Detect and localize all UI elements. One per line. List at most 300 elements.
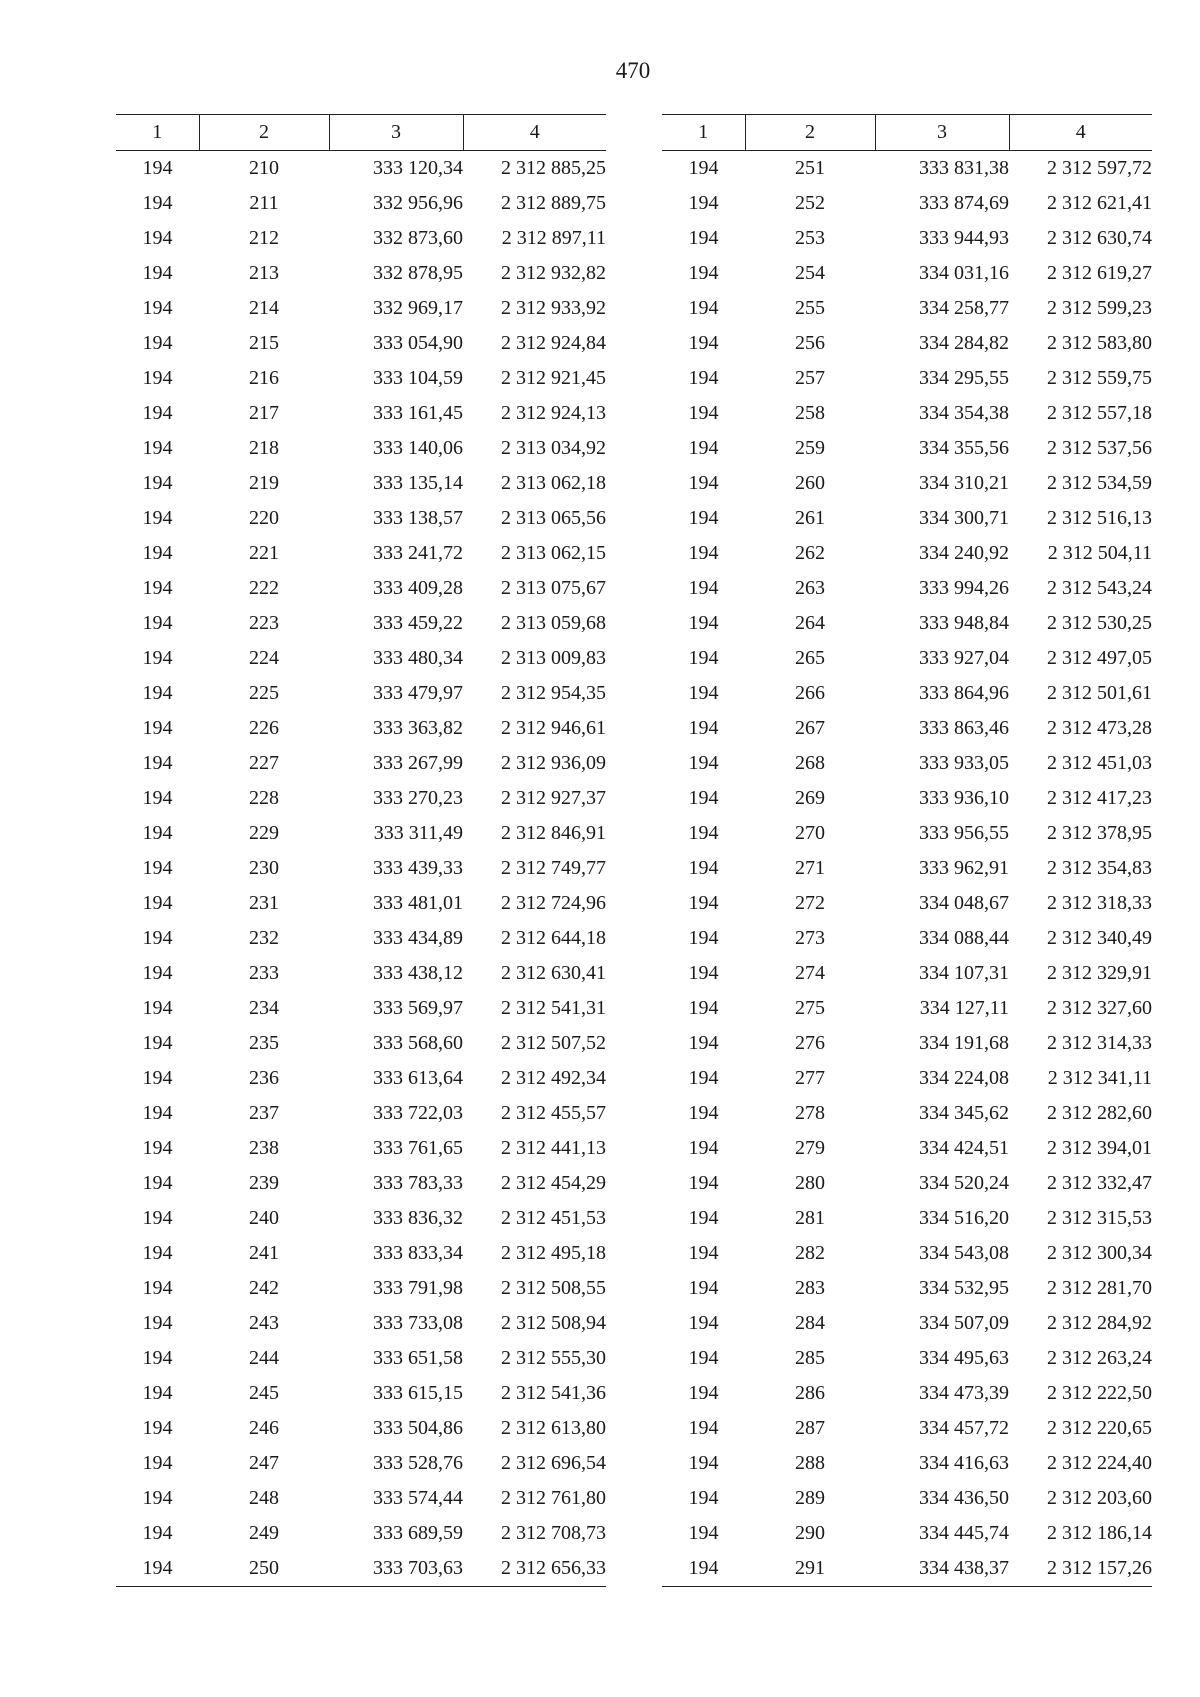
column-header-2: 2: [199, 115, 329, 151]
table-cell: 333 270,23: [373, 787, 463, 809]
table-row: [116, 1376, 606, 1411]
table-cell: 258: [795, 402, 825, 424]
table-row: [662, 1271, 1152, 1306]
table-cell: 194: [142, 262, 173, 284]
table-cell: 2 312 504,11: [1047, 542, 1152, 564]
table-cell: 334 436,50: [919, 1487, 1009, 1509]
table-cell: 333 528,76: [373, 1452, 463, 1474]
table-cell: 194: [688, 1032, 719, 1054]
table-row: [662, 396, 1152, 431]
column-header-1: 1: [116, 115, 199, 151]
table-cell: 194: [688, 1382, 719, 1404]
column-header-2: 2: [745, 115, 875, 151]
table-cell: 334 345,62: [919, 1102, 1009, 1124]
table-cell: 194: [688, 787, 719, 809]
table-cell: 333 438,12: [373, 962, 463, 984]
table-cell: 2 312 644,18: [501, 927, 606, 949]
table-cell: 248: [249, 1487, 279, 1509]
table-cell: 2 312 281,70: [1047, 1277, 1152, 1299]
table-cell: 194: [142, 647, 173, 669]
table-cell: 240: [249, 1207, 279, 1229]
table-cell: 333 459,22: [373, 612, 463, 634]
table-cell: 333 613,64: [373, 1067, 463, 1089]
table-cell: 2 312 619,27: [1047, 262, 1152, 284]
table-cell: 252: [795, 192, 825, 214]
table-row: [662, 431, 1152, 466]
table-row: [116, 326, 606, 361]
table-cell: 332 873,60: [373, 227, 463, 249]
table-cell: 333 161,45: [373, 402, 463, 424]
table-cell: 333 833,34: [373, 1242, 463, 1264]
table-cell: 2 312 933,92: [501, 297, 606, 319]
table-cell: 333 944,93: [919, 227, 1009, 249]
table-cell: 334 088,44: [919, 927, 1009, 949]
table-cell: 194: [688, 927, 719, 949]
table-row: [662, 1096, 1152, 1131]
table-cell: 280: [795, 1172, 825, 1194]
table-cell: 2 312 921,45: [501, 367, 606, 389]
table-cell: 194: [142, 997, 173, 1019]
table-row: [662, 711, 1152, 746]
table-row: [116, 851, 606, 886]
table-cell: 334 310,21: [919, 472, 1009, 494]
table-cell: 220: [249, 507, 279, 529]
table-row: [116, 1446, 606, 1481]
table-cell: 2 312 497,05: [1047, 647, 1152, 669]
table-cell: 194: [142, 612, 173, 634]
table-cell: 2 312 559,75: [1047, 367, 1152, 389]
table-cell: 2 312 557,18: [1047, 402, 1152, 424]
table-cell: 2 312 284,92: [1047, 1312, 1152, 1334]
table-cell: 268: [795, 752, 825, 774]
table-cell: 2 313 034,92: [501, 437, 606, 459]
table-cell: 277: [795, 1067, 825, 1089]
table-cell: 333 104,59: [373, 367, 463, 389]
table-cell: 194: [688, 892, 719, 914]
table-cell: 2 312 341,11: [1047, 1067, 1152, 1089]
table-cell: 334 240,92: [919, 542, 1009, 564]
table-cell: 333 434,89: [373, 927, 463, 949]
table-cell: 194: [688, 542, 719, 564]
table-row: [116, 396, 606, 431]
table-row: [662, 571, 1152, 606]
table-cell: 333 481,01: [373, 892, 463, 914]
table-row: [662, 641, 1152, 676]
table-cell: 194: [688, 472, 719, 494]
table-cell: 255: [795, 297, 825, 319]
table-cell: 194: [116, 1551, 199, 1587]
table-cell: 276: [795, 1032, 825, 1054]
table-cell: 273: [795, 927, 825, 949]
table-row: [116, 1516, 606, 1551]
table-cell: 2 312 924,13: [501, 402, 606, 424]
table-cell: 333 140,06: [373, 437, 463, 459]
table-row: [116, 1026, 606, 1061]
table-cell: 2 312 541,31: [501, 997, 606, 1019]
table-cell: 2 312 897,11: [501, 227, 606, 249]
table-cell: 334 532,95: [919, 1277, 1009, 1299]
table-row: [662, 606, 1152, 641]
table-cell: 333 241,72: [373, 542, 463, 564]
table-cell: 279: [795, 1137, 825, 1159]
table-cell: 194: [688, 822, 719, 844]
table-cell: 2 312 613,80: [501, 1417, 606, 1439]
table-cell: 2 312 927,37: [501, 787, 606, 809]
table-header-row: [662, 115, 1152, 151]
table-cell: 2 312 157,26: [1009, 1551, 1152, 1587]
table-cell: 194: [688, 1522, 719, 1544]
table-cell: 194: [142, 1347, 173, 1369]
table-cell: 2 312 314,33: [1047, 1032, 1152, 1054]
table-cell: 194: [688, 297, 719, 319]
table-cell: 333 831,38: [919, 157, 1009, 179]
table-cell: 194: [142, 682, 173, 704]
table-cell: 333 479,97: [373, 682, 463, 704]
table-cell: 194: [688, 1172, 719, 1194]
table-cell: 2 312 332,47: [1047, 1172, 1152, 1194]
table-cell: 333 135,14: [373, 472, 463, 494]
table-cell: 222: [249, 577, 279, 599]
table-cell: 245: [249, 1382, 279, 1404]
table-cell: 194: [142, 1382, 173, 1404]
table-cell: 2 312 543,24: [1047, 577, 1152, 599]
table-cell: 194: [688, 1312, 719, 1334]
table-cell: 269: [795, 787, 825, 809]
table-cell: 334 224,08: [919, 1067, 1009, 1089]
table-cell: 333 761,65: [373, 1137, 463, 1159]
table-row: [116, 186, 606, 221]
table-row: [116, 466, 606, 501]
table-cell: 2 312 630,41: [501, 962, 606, 984]
table-cell: 243: [249, 1312, 279, 1334]
table-cell: 333 120,34: [373, 157, 463, 179]
table-cell: 334 495,63: [919, 1347, 1009, 1369]
table-cell: 2 312 889,75: [501, 192, 606, 214]
table-row: [662, 501, 1152, 536]
table-row: [116, 676, 606, 711]
table-cell: 194: [688, 1102, 719, 1124]
table-cell: 333 409,28: [373, 577, 463, 599]
table-cell: 2 312 708,73: [501, 1522, 606, 1544]
table-cell: 2 312 222,50: [1047, 1382, 1152, 1404]
table-row: [662, 676, 1152, 711]
table-cell: 2 313 059,68: [501, 612, 606, 634]
table-cell: 334 284,82: [919, 332, 1009, 354]
table-cell: 333 863,46: [919, 717, 1009, 739]
table-cell: 194: [142, 752, 173, 774]
table-cell: 2 312 224,40: [1047, 1452, 1152, 1474]
table-cell: 271: [795, 857, 825, 879]
table-cell: 227: [249, 752, 279, 774]
table-cell: 246: [249, 1417, 279, 1439]
table-row: [116, 1166, 606, 1201]
table-row: [662, 1446, 1152, 1481]
table-cell: 333 791,98: [373, 1277, 463, 1299]
table-cell: 2 313 075,67: [501, 577, 606, 599]
table-cell: 333 651,58: [373, 1347, 463, 1369]
table-cell: 235: [249, 1032, 279, 1054]
table-cell: 194: [142, 822, 173, 844]
table-cell: 267: [795, 717, 825, 739]
table-cell: 333 874,69: [919, 192, 1009, 214]
table-row: [662, 1236, 1152, 1271]
table-row: [662, 1306, 1152, 1341]
table-row: [662, 256, 1152, 291]
table-cell: 2 312 696,54: [501, 1452, 606, 1474]
table-row: [116, 781, 606, 816]
table-cell: 334 191,68: [919, 1032, 1009, 1054]
table-cell: 194: [142, 1312, 173, 1334]
table-cell: 333 138,57: [373, 507, 463, 529]
table-cell: 249: [249, 1522, 279, 1544]
table-cell: 194: [142, 1487, 173, 1509]
table-cell: 291: [745, 1551, 875, 1587]
table-cell: 2 312 583,80: [1047, 332, 1152, 354]
table-cell: 250: [199, 1551, 329, 1587]
table-cell: 332 878,95: [373, 262, 463, 284]
table-row: [116, 1201, 606, 1236]
table-cell: 213: [249, 262, 279, 284]
table-cell: 194: [142, 577, 173, 599]
table-cell: 2 312 946,61: [501, 717, 606, 739]
table-cell: 334 457,72: [919, 1417, 1009, 1439]
table-cell: 332 969,17: [373, 297, 463, 319]
table-row: [116, 1271, 606, 1306]
table-row: [116, 151, 606, 187]
table-row: [662, 1516, 1152, 1551]
table-row: [116, 1481, 606, 1516]
table-cell: 285: [795, 1347, 825, 1369]
table-cell: 194: [142, 1242, 173, 1264]
table-cell: 275: [795, 997, 825, 1019]
table-cell: 333 936,10: [919, 787, 1009, 809]
table-row: [662, 851, 1152, 886]
table-cell: 2 312 534,59: [1047, 472, 1152, 494]
column-header-4: 4: [1009, 115, 1152, 151]
table-cell: 194: [688, 1452, 719, 1474]
table-cell: 2 312 537,56: [1047, 437, 1152, 459]
table-row: [116, 606, 606, 641]
table-cell: 2 312 501,61: [1047, 682, 1152, 704]
table-cell: 194: [662, 1551, 745, 1587]
table-cell: 334 445,74: [919, 1522, 1009, 1544]
table-cell: 231: [249, 892, 279, 914]
table-cell: 253: [795, 227, 825, 249]
table-cell: 272: [795, 892, 825, 914]
table-row: [662, 746, 1152, 781]
table-row: [662, 886, 1152, 921]
table-cell: 194: [142, 1102, 173, 1124]
table-row: [662, 816, 1152, 851]
table-cell: 2 312 507,52: [501, 1032, 606, 1054]
table-cell: 333 439,33: [373, 857, 463, 879]
table-cell: 244: [249, 1347, 279, 1369]
table-row: [662, 291, 1152, 326]
table-cell: 2 312 455,57: [501, 1102, 606, 1124]
table-cell: 333 948,84: [919, 612, 1009, 634]
table-cell: 333 703,63: [329, 1551, 463, 1587]
table-cell: 2 312 354,83: [1047, 857, 1152, 879]
table-row: [116, 921, 606, 956]
table-cell: 333 480,34: [373, 647, 463, 669]
table-cell: 228: [249, 787, 279, 809]
table-cell: 194: [688, 962, 719, 984]
table-cell: 2 312 282,60: [1047, 1102, 1152, 1124]
table-cell: 211: [249, 192, 279, 214]
table-cell: 2 312 761,80: [501, 1487, 606, 1509]
table-cell: 334 300,71: [919, 507, 1009, 529]
table-cell: 242: [249, 1277, 279, 1299]
table-cell: 2 312 555,30: [501, 1347, 606, 1369]
table-cell: 194: [142, 787, 173, 809]
table-cell: 256: [795, 332, 825, 354]
table-cell: 2 312 454,29: [501, 1172, 606, 1194]
table-cell: 194: [142, 542, 173, 564]
table-cell: 194: [142, 857, 173, 879]
table-cell: 194: [142, 507, 173, 529]
table-row: [116, 1096, 606, 1131]
column-header-4: 4: [463, 115, 606, 151]
table-cell: 2 312 495,18: [501, 1242, 606, 1264]
table-cell: 194: [142, 157, 173, 179]
table-cell: 2 312 417,23: [1047, 787, 1152, 809]
table-cell: 2 312 451,53: [501, 1207, 606, 1229]
table-cell: 266: [795, 682, 825, 704]
table-cell: 263: [795, 577, 825, 599]
table-cell: 333 927,04: [919, 647, 1009, 669]
column-header-3: 3: [875, 115, 1009, 151]
table-cell: 234: [249, 997, 279, 1019]
table-header-row: [116, 115, 606, 151]
table-cell: 221: [249, 542, 279, 564]
table-cell: 218: [249, 437, 279, 459]
table-cell: 194: [688, 507, 719, 529]
table-cell: 333 836,32: [373, 1207, 463, 1229]
table-cell: 333 783,33: [373, 1172, 463, 1194]
table-cell: 2 312 329,91: [1047, 962, 1152, 984]
table-cell: 270: [795, 822, 825, 844]
table-cell: 2 312 508,94: [501, 1312, 606, 1334]
table-cell: 333 267,99: [373, 752, 463, 774]
table-row: [116, 571, 606, 606]
table-cell: 194: [688, 1417, 719, 1439]
table-cell: 2 312 340,49: [1047, 927, 1152, 949]
table-cell: 194: [688, 1487, 719, 1509]
table-cell: 260: [795, 472, 825, 494]
table-row: [116, 1411, 606, 1446]
table-row: [116, 641, 606, 676]
table-row: [116, 536, 606, 571]
table-cell: 333 933,05: [919, 752, 1009, 774]
table-cell: 219: [249, 472, 279, 494]
table-cell: 2 312 508,55: [501, 1277, 606, 1299]
table-row: [662, 1411, 1152, 1446]
table-cell: 239: [249, 1172, 279, 1194]
table-cell: 194: [142, 1172, 173, 1194]
table-cell: 274: [795, 962, 825, 984]
table-cell: 2 312 621,41: [1047, 192, 1152, 214]
table-cell: 286: [795, 1382, 825, 1404]
table-cell: 194: [688, 367, 719, 389]
table-cell: 333 504,86: [373, 1417, 463, 1439]
table-row: [662, 1166, 1152, 1201]
table-cell: 194: [142, 192, 173, 214]
table-cell: 194: [142, 1522, 173, 1544]
table-cell: 334 258,77: [919, 297, 1009, 319]
table-cell: 334 416,63: [919, 1452, 1009, 1474]
table-cell: 229: [249, 822, 279, 844]
table-cell: 281: [795, 1207, 825, 1229]
table-cell: 333 722,03: [373, 1102, 463, 1124]
table-cell: 278: [795, 1102, 825, 1124]
table-cell: 2 312 749,77: [501, 857, 606, 879]
table-cell: 334 354,38: [919, 402, 1009, 424]
table-row: [662, 781, 1152, 816]
table-row: [662, 361, 1152, 396]
table-cell: 334 520,24: [919, 1172, 1009, 1194]
table-cell: 333 569,97: [373, 997, 463, 1019]
table-row: [662, 151, 1152, 187]
table-row: [662, 1201, 1152, 1236]
table-cell: 2 312 441,13: [501, 1137, 606, 1159]
table-cell: 333 363,82: [373, 717, 463, 739]
table-cell: 194: [142, 717, 173, 739]
table-cell: 225: [249, 682, 279, 704]
table-cell: 2 312 473,28: [1047, 717, 1152, 739]
table-cell: 261: [795, 507, 825, 529]
table-cell: 194: [142, 1032, 173, 1054]
table-cell: 2 312 492,34: [501, 1067, 606, 1089]
table-cell: 233: [249, 962, 279, 984]
column-header-1: 1: [662, 115, 745, 151]
table-cell: 334 543,08: [919, 1242, 1009, 1264]
table-row: [662, 1026, 1152, 1061]
table-row: [662, 1376, 1152, 1411]
table-cell: 232: [249, 927, 279, 949]
table-row: [662, 536, 1152, 571]
table-cell: 2 312 451,03: [1047, 752, 1152, 774]
table-row: [116, 956, 606, 991]
table-row: [116, 221, 606, 256]
table-cell: 194: [688, 752, 719, 774]
table-cell: 262: [795, 542, 825, 564]
table-cell: 2 313 065,56: [501, 507, 606, 529]
table-cell: 283: [795, 1277, 825, 1299]
table-cell: 334 048,67: [919, 892, 1009, 914]
table-cell: 333 054,90: [373, 332, 463, 354]
table-cell: 2 312 630,74: [1047, 227, 1152, 249]
table-cell: 194: [688, 332, 719, 354]
table-cell: 194: [688, 1207, 719, 1229]
table-cell: 284: [795, 1312, 825, 1334]
table-cell: 194: [688, 227, 719, 249]
table-row: [116, 1306, 606, 1341]
table-cell: 212: [249, 227, 279, 249]
table-cell: 223: [249, 612, 279, 634]
table-cell: 194: [688, 647, 719, 669]
table-cell: 2 312 516,13: [1047, 507, 1152, 529]
table-cell: 333 962,91: [919, 857, 1009, 879]
table-row: [662, 1341, 1152, 1376]
table-cell: 194: [142, 437, 173, 459]
table-row: [662, 186, 1152, 221]
table-cell: 194: [142, 1067, 173, 1089]
table-row: [116, 886, 606, 921]
table-row: [662, 956, 1152, 991]
table-cell: 333 311,49: [373, 822, 463, 844]
table-cell: 194: [688, 1277, 719, 1299]
column-header-3: 3: [329, 115, 463, 151]
